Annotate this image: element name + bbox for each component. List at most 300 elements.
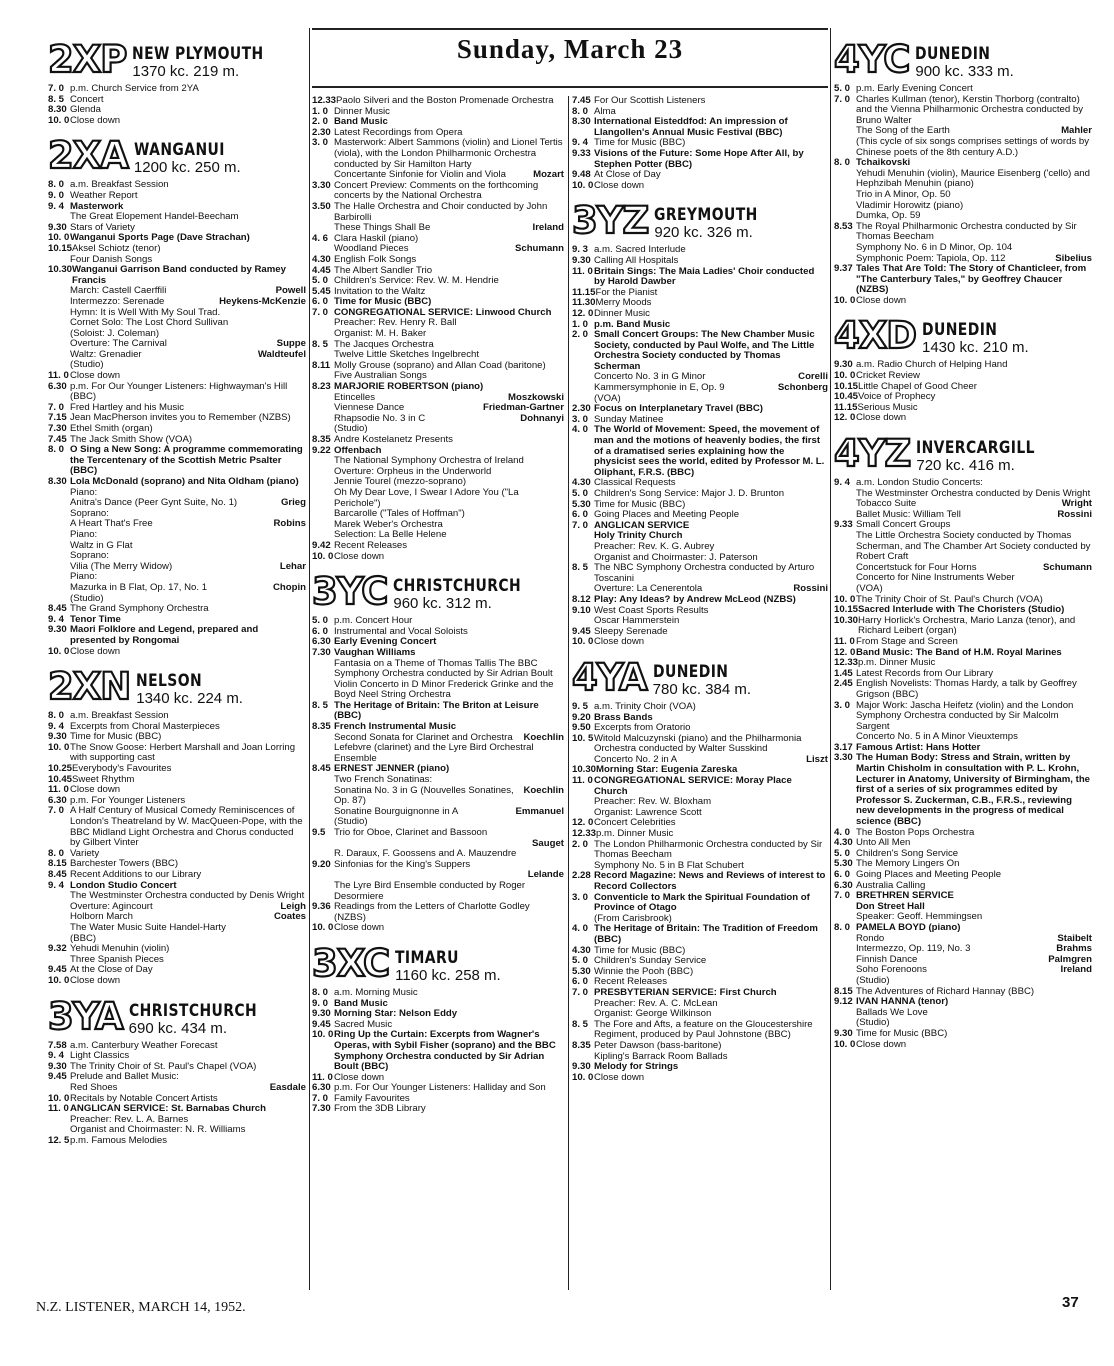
program-item <box>312 701 564 722</box>
station-info <box>132 46 292 80</box>
program-composer: Mahler <box>1061 125 1092 137</box>
program-time: 6.30 <box>48 380 67 392</box>
program-title: Sacred Music <box>334 1018 393 1030</box>
program-detail: Lefebvre (clarinet) and the Lyre Bird Orchestral Ensemble <box>334 742 534 764</box>
program-item <box>48 445 306 477</box>
program-time: 7. 0 <box>834 93 851 105</box>
program-detail: Etincelles <box>334 391 376 403</box>
program-detail: Preacher: Rev. Henry R. Ball <box>334 317 457 329</box>
program-title: Cricket Review <box>856 370 920 382</box>
program-title: Band Music: The Band of H.M. Royal Marines <box>856 646 1062 658</box>
program-title: p.m. For Our Younger Listeners: Halliday and Son <box>334 1082 546 1094</box>
station-header <box>834 312 1092 356</box>
program-title: Time for Music (BBC) <box>70 731 162 743</box>
program-detail: Cornet Solo: The Lost Chord Sullivan <box>70 317 229 329</box>
program-time: 9. 4 <box>48 879 65 891</box>
program-detail: (This cycle of six songs comprises settings of words by Chinese poets of the 8th century A.D.) <box>856 135 1089 158</box>
program-detail: The National Symphony Orchestra of Ireland <box>334 455 524 467</box>
program-time: 8.15 <box>834 985 853 997</box>
program-title: Aksel Schiotz (tenor) <box>72 242 161 254</box>
program-time: 9. 4 <box>834 477 851 489</box>
program-detail: Concertstuck for Four Horns <box>856 561 977 573</box>
station-callsign: 4YZ <box>834 432 911 476</box>
station-info <box>134 142 245 176</box>
program-title: Tchaikovski <box>856 157 911 169</box>
program-time: 6. 0 <box>572 976 589 988</box>
program-title: Close down <box>334 922 385 934</box>
program-item <box>48 976 306 987</box>
program-detail: Woodland Pieces <box>334 243 409 255</box>
program-detail: Marek Weber's Orchestra <box>334 518 443 530</box>
program-item <box>572 117 828 138</box>
program-time: 9.33 <box>834 519 853 531</box>
page-banner: Sunday, March 23 <box>456 34 684 64</box>
program-title: English Novelists: Thomas Hardy, a talk by Geoffrey Grigson (BBC) <box>856 678 1077 700</box>
program-time: 8. 0 <box>834 921 851 933</box>
program-title: Witold Malcuzynski (piano) and the Philharmonia Orchestra conducted by Walter Susskind <box>594 732 802 755</box>
station-header <box>834 36 1092 80</box>
program-detail: Ballads We Love <box>856 1006 928 1018</box>
program-time: 8. 0 <box>834 157 851 169</box>
program-time: 10. 0 <box>834 593 856 605</box>
program-title: Jean MacPherson invites you to Remember (NZBS) <box>70 412 291 424</box>
column-2 <box>312 96 564 1366</box>
program-item <box>312 541 564 552</box>
program-detail: Jennie Tourel (mezzo-soprano) <box>334 476 467 488</box>
column-4 <box>834 30 1092 1300</box>
program-detail: March: Castell Caerffili <box>70 285 167 297</box>
program-detail: Yehudi Menuhin (violin), Maurice Eisenberg ('cello) and Hephzibah Menuhin (piano) <box>856 167 1090 190</box>
station-info <box>915 46 1013 80</box>
program-title: Offenbach <box>334 444 382 456</box>
program-time: 11. 0 <box>834 635 855 647</box>
program-title: Tales That Are Told: The Story of Chanticleer, from "The Canterbury Tales," by Geoffrey Chaucer (NZBS) <box>856 263 1087 296</box>
program-title: Sunday Matinee <box>594 413 664 425</box>
program-title: Band Music <box>334 997 388 1009</box>
program-composer: Sauget <box>532 837 564 849</box>
station-header <box>48 993 306 1037</box>
program-title: Masterwork <box>70 200 124 212</box>
program-detail: Selection: La Belle Helene <box>334 529 447 541</box>
program-detail: Mazurka in B Flat, Op. 17, No. 1 <box>70 581 208 593</box>
program-time: 8.12 <box>572 593 591 605</box>
program-title: Major Work: Jascha Heifetz (violin) and the London Symphony Orchestra conducted by Sir Malcolm Sargent <box>856 699 1074 732</box>
program-title: The Adventures of Richard Hannay (BBC) <box>856 985 1035 997</box>
program-title: a.m. Radio Church of Helping Hand <box>856 359 1008 371</box>
station-name: CHRISTCHURCH <box>128 1000 257 1021</box>
station-name: WANGANUI <box>133 140 225 161</box>
program-time: 6.30 <box>312 1082 331 1094</box>
program-time: 9. 4 <box>48 1050 65 1062</box>
program-item <box>572 489 828 500</box>
program-title: Close down <box>856 412 907 424</box>
program-time: 8. 0 <box>48 847 65 859</box>
station-header <box>48 36 306 80</box>
program-title: O Sing a New Song: A programme commemorating the Tercentenary of the Scottish Metric Psalter (BBC) <box>70 444 303 477</box>
program-item <box>572 893 828 914</box>
program-title: Trio for Oboe, Clarinet and Bassoon <box>334 827 488 838</box>
program-time: 5.45 <box>312 285 331 297</box>
program-detail: (Studio) <box>334 816 368 828</box>
program-time: 7.30 <box>48 423 67 435</box>
program-title: Excerpts from Choral Masterpieces <box>70 720 220 732</box>
program-title: Close down <box>856 1038 907 1050</box>
program-title: PRESBYTERIAN SERVICE: First Church <box>594 986 777 998</box>
program-time: 11.30 <box>572 297 596 309</box>
program-time: 3. 0 <box>572 891 589 903</box>
program-title: At Close of Day <box>594 169 661 181</box>
program-title: Children's Song Service <box>856 847 959 859</box>
program-composer: Grieg <box>280 497 306 509</box>
station-frequency: 960 kc. 312 m. <box>393 595 492 613</box>
program-detail: Three Spanish Pieces <box>70 953 164 965</box>
program-title: Maori Folklore and Legend, prepared and presented by Rongomai <box>70 624 259 646</box>
program-title: Close down <box>334 1071 385 1083</box>
program-time: 2.45 <box>834 678 853 690</box>
program-composer: Mozart <box>533 169 564 181</box>
program-title: Dinner Music <box>334 105 390 117</box>
program-time: 3. 0 <box>834 699 851 711</box>
program-composer: Rossini <box>793 583 828 595</box>
program-detail: Waltz in G Flat <box>70 539 133 551</box>
program-time: 9.37 <box>834 263 853 275</box>
program-title: p.m. Band Music <box>594 318 671 330</box>
program-title: Voice of Prophecy <box>858 391 936 403</box>
program-time: 8. 5 <box>312 699 329 711</box>
program-title: Variety <box>70 847 100 859</box>
program-item <box>834 1040 1092 1051</box>
program-title: Sleepy Serenade <box>594 625 668 637</box>
program-detail: Concerto No. 2 in A <box>594 753 678 765</box>
program-title: Serious Music <box>857 401 918 413</box>
program-time: 9.30 <box>572 254 591 266</box>
program-composer: Powell <box>275 285 306 297</box>
station-info <box>128 1000 285 1037</box>
program-item <box>48 382 306 403</box>
station-frequency: 690 kc. 434 m. <box>128 1019 228 1037</box>
program-item <box>572 595 828 606</box>
program-item <box>312 648 564 659</box>
station-header <box>48 663 306 707</box>
program-title: Australia Calling <box>856 879 926 891</box>
program-title: p.m. Dinner Music <box>596 828 674 840</box>
program-item <box>834 637 1092 648</box>
station-info <box>395 947 501 984</box>
station-info <box>136 673 243 707</box>
program-detail: Dumka, Op. 59 <box>856 210 921 222</box>
program-time: 7.45 <box>48 433 67 445</box>
program-time: 10.15 <box>834 604 859 616</box>
program-title: Vaughan Williams <box>334 646 416 658</box>
program-item <box>48 743 306 764</box>
program-time: 10. 0 <box>48 114 70 126</box>
program-item <box>312 828 564 839</box>
program-title: a.m. Breakfast Session <box>70 710 169 722</box>
program-title: Charles Kullman (tenor), Kerstin Thorborg (contralto) and the Vienna Philharmonic Orchestra conducted by Bruno Walter <box>856 93 1084 126</box>
program-time: 10. 0 <box>48 974 70 986</box>
program-detail: Symphony No. 6 in D Minor, Op. 104 <box>856 241 1013 253</box>
program-title: For the Pianist <box>595 286 658 298</box>
program-time: 8. 5 <box>312 338 329 350</box>
program-item <box>572 563 828 584</box>
program-detail: Second Sonata for Clarinet and Orchestra <box>334 731 513 743</box>
program-title: p.m. Famous Melodies <box>70 1134 168 1146</box>
program-title: The Memory Lingers On <box>856 858 960 870</box>
program-time: 8. 5 <box>572 1018 589 1030</box>
program-detail: Organist and Choirmaster: J. Paterson <box>594 551 758 563</box>
program-detail: Tobacco Suite <box>856 498 917 510</box>
program-title: Close down <box>594 1071 645 1083</box>
program-title: The Fore and Afts, a feature on the Gloucestershire Regiment, produced by Paul Johnstone (BBC) <box>594 1018 813 1041</box>
program-title: Visions of the Future: Some Hope After All, by Stephen Potter (BBC) <box>594 147 804 170</box>
program-time: 5.30 <box>572 498 591 510</box>
station-callsign: 4XD <box>834 314 916 358</box>
program-detail: Vilia (The Merry Widow) <box>70 560 173 572</box>
program-item <box>312 1104 564 1115</box>
program-time: 12.33 <box>834 657 859 669</box>
program-title: a.m. Trinity Choir (VOA) <box>594 700 696 712</box>
program-title: Barchester Towers (BBC) <box>70 858 179 870</box>
program-composer: Corelli <box>798 371 828 383</box>
program-detail: (Studio) <box>856 1017 890 1029</box>
program-time: 10. 0 <box>312 1029 334 1041</box>
program-composer: Staibelt <box>1057 932 1092 944</box>
program-title: From the 3DB Library <box>334 1103 426 1115</box>
program-detail: The Water Music Suite Handel-Harty <box>70 921 226 933</box>
program-detail: Sonatina No. 3 in G (Nouvelles Sonatines, Op. 87) <box>334 784 514 807</box>
program-detail: Two French Sonatinas: <box>334 774 433 786</box>
program-title: PAMELA BOYD (piano) <box>856 921 961 933</box>
program-detail: Preacher: Rev. A. C. McLean <box>594 997 718 1009</box>
program-detail: Soho Forenoons <box>856 964 927 976</box>
program-time: 9.36 <box>312 901 331 913</box>
program-title: Time for Music (BBC) <box>594 137 686 149</box>
program-item <box>572 330 828 372</box>
program-item <box>834 679 1092 700</box>
program-item <box>572 149 828 170</box>
program-title: At the Close of Day <box>70 964 153 976</box>
program-detail: Rhapsodie No. 3 in C <box>334 412 426 424</box>
program-time: 9.30 <box>834 1027 853 1039</box>
station-header <box>572 197 828 241</box>
program-detail: Symphonic Poem: Tapiola, Op. 112 <box>856 252 1006 264</box>
program-title: Small Concert Groups <box>856 519 951 531</box>
program-time: 6. 0 <box>312 296 329 308</box>
program-detail: (From Carisbrook) <box>594 912 672 924</box>
program-item <box>312 902 564 923</box>
program-composer: Emmanuel <box>515 805 564 817</box>
program-composer: Schonberg <box>777 382 828 394</box>
program-title: Classical Requests <box>594 477 676 489</box>
program-title: The Trinity Choir of St. Paul's Church (VOA) <box>856 593 1043 605</box>
program-time: 12.33 <box>312 96 337 106</box>
program-detail: Preacher: Rev. L. A. Barnes <box>70 1113 189 1125</box>
program-title: Recitals by Notable Concert Artists <box>70 1092 218 1104</box>
program-time: 3. 0 <box>572 413 589 425</box>
program-title: Ring Up the Curtain: Excerpts from Wagner's Operas, with Sybil Fisher (soprano) and the BBC Symphony Orchestra conducted by Sir Adrian Boult (BBC) <box>334 1029 556 1073</box>
program-time: 3.17 <box>834 741 853 753</box>
program-composer: Liszt <box>806 753 828 765</box>
program-time: 5. 0 <box>572 488 589 499</box>
program-detail: Oh My Dear Love, I Swear I Adore You ("La Perichole") <box>334 486 519 509</box>
program-time: 4. 0 <box>572 424 589 436</box>
program-title: Unto All Men <box>856 837 911 849</box>
program-item <box>312 923 564 934</box>
program-time: 8.15 <box>48 858 67 870</box>
issue-footer: N.Z. LISTENER, MARCH 14, 1952. <box>36 1300 246 1315</box>
program-time: 10. 0 <box>572 636 594 648</box>
program-time: 1. 0 <box>312 105 329 117</box>
program-time: 10.45 <box>834 391 859 403</box>
program-title: Concert <box>70 93 104 105</box>
program-detail: Concerto No. 5 in A Minor Vieuxtemps <box>856 731 1018 743</box>
program-detail: Organist and Choirmaster: N. R. Williams <box>70 1124 246 1136</box>
program-title: Time for Music (BBC) <box>856 1027 948 1039</box>
program-item <box>572 425 828 478</box>
program-time: 2.30 <box>572 403 591 415</box>
program-title: French Instrumental Music <box>334 721 457 733</box>
divider <box>312 86 828 88</box>
program-title: International Eisteddfod: An impression of Llangollen's Annual Music Festival (BBC) <box>594 116 788 138</box>
program-time: 11. 0 <box>572 265 593 277</box>
program-time: 8.53 <box>834 220 853 232</box>
program-composer: Dohnanyi <box>520 412 564 424</box>
program-detail: Fantasia on a Theme of Thomas Tallis The BBC Symphony Orchestra conducted by Sir Adrian Boult <box>334 657 553 680</box>
station-info <box>916 440 1061 474</box>
program-detail: Oscar Hammerstein <box>594 615 680 627</box>
program-time: 10. 0 <box>48 741 70 753</box>
program-title: Recent Releases <box>594 976 668 988</box>
program-time: 10. 0 <box>572 179 594 191</box>
program-time: 7. 0 <box>572 519 589 531</box>
program-item <box>834 870 1092 881</box>
program-time: 9. 4 <box>48 720 65 732</box>
program-detail: Violin Concerto in D Minor Frederick Grinke and the Boyd Neel String Orchestra <box>334 678 554 701</box>
program-time: 7.30 <box>312 1103 331 1115</box>
program-time: 9.50 <box>572 722 591 734</box>
program-item <box>572 734 828 755</box>
program-detail: Intermezzo, Op. 119, No. 3 <box>856 943 971 955</box>
program-title: Sacred Interlude with The Choristers (Studio) <box>858 604 1065 616</box>
program-time: 8. 0 <box>572 105 589 117</box>
program-item <box>834 413 1092 424</box>
program-detail-row <box>312 786 564 807</box>
program-item <box>48 477 306 488</box>
station-callsign: 2XA <box>48 134 128 178</box>
program-time: 9.45 <box>312 1018 331 1030</box>
program-time: 10.15 <box>48 242 73 254</box>
program-time: 10. 0 <box>312 550 334 562</box>
program-time: 11.15 <box>834 401 858 413</box>
program-detail: Preacher: Rev. K. G. Aubrey <box>594 540 715 552</box>
station-header <box>572 654 828 698</box>
program-time: 12. 0 <box>572 817 594 829</box>
program-item <box>572 988 828 999</box>
program-item <box>572 871 828 892</box>
program-title: The Snow Goose: Herbert Marshall and Joan Lorring with supporting cast <box>70 741 296 764</box>
program-item <box>834 84 1092 95</box>
program-title: Little Chapel of Good Cheer <box>858 380 977 392</box>
program-time: 10. 0 <box>834 370 856 382</box>
program-time: 9.30 <box>48 221 67 233</box>
program-composer: Robins <box>273 518 306 530</box>
page-number: 37 <box>1062 1294 1079 1311</box>
divider <box>312 28 828 30</box>
program-time: 9.30 <box>48 624 67 636</box>
program-detail: (BBC) <box>70 932 97 944</box>
program-detail: Organist: M. H. Baker <box>334 328 427 340</box>
program-time: 6. 0 <box>312 625 329 637</box>
program-time: 2. 0 <box>572 329 589 341</box>
divider <box>568 96 569 1290</box>
program-title: Latest Recordings from Opera <box>334 126 463 138</box>
program-detail: A Heart That's Free <box>70 518 153 530</box>
station-header <box>312 940 564 984</box>
station-name: DUNEDIN <box>915 44 991 64</box>
station-name: DUNEDIN <box>921 320 998 341</box>
program-time: 9.45 <box>48 1071 67 1083</box>
program-item <box>572 267 828 288</box>
station-name: INVERCARGILL <box>916 438 1036 459</box>
program-time: 9.30 <box>48 1060 67 1072</box>
program-time: 8. 5 <box>48 93 65 105</box>
program-time: 6.30 <box>48 794 67 806</box>
program-title: Molly Grouse (soprano) and Allan Coad (baritone) <box>334 359 546 371</box>
program-title: Morning Star: Eugenia Zareska <box>596 764 738 776</box>
program-detail-row <box>48 1083 306 1094</box>
program-title: Masterwork: Albert Sammons (violin) and Lionel Tertis (viola), with the London Philharmonic Orchestra conducted by Sir Hamilton Harty <box>334 137 563 170</box>
program-item <box>312 988 564 999</box>
program-composer: Lelande <box>527 869 564 881</box>
program-item <box>48 625 306 646</box>
program-time: 9.30 <box>312 1008 331 1020</box>
program-title: Yehudi Menuhin (violin) <box>70 943 170 955</box>
program-item <box>312 255 564 266</box>
program-time: 8.45 <box>312 763 331 775</box>
program-detail-row <box>48 583 306 594</box>
program-title: Stars of Variety <box>70 221 135 233</box>
program-title: Sweet Rhythm <box>72 773 135 785</box>
program-title: Peter Dawson (bass-baritone) <box>594 1039 722 1051</box>
program-composer: Lehar <box>279 560 306 572</box>
program-composer: Waldteufel <box>257 348 306 360</box>
program-detail: Piano: <box>70 571 98 583</box>
program-title: Sinfonias for the King's Suppers <box>334 858 471 870</box>
program-time: 5.30 <box>572 965 591 977</box>
program-detail: Overture: Agincourt <box>70 900 153 912</box>
program-title: The Grand Symphony Orchestra <box>70 603 209 615</box>
program-title: Going Places and Meeting People <box>594 509 740 521</box>
program-title: The Jack Smith Show (VOA) <box>70 433 193 445</box>
program-time: 8.23 <box>312 381 331 393</box>
program-title: A Half Century of Musical Comedy Reminiscences of London's Theatreland by W. MacQueen-Pope, with the BBC Midland Light Orchestra and Chorus conducted by Gilbert Vinter <box>70 805 303 849</box>
program-time: 8.30 <box>572 116 591 128</box>
program-detail: (Soloist: J. Coleman) <box>70 327 160 339</box>
program-title: a.m. Sacred Interlude <box>594 244 686 256</box>
program-time: 9. 5 <box>572 700 589 712</box>
program-item <box>834 616 1092 637</box>
program-title: The Human Body: Stress and Strain, written by Martin Chisholm in consultation with P. L. Krohn, Lecturer in Anatomy, University of Birmingham, the first of a series of six programmes edited by Professor S. Zuckerman, C.B., F.R.S., reviewing new developments in the progress of medical science (BBC) <box>856 752 1091 828</box>
program-time: 8. 0 <box>48 444 65 456</box>
program-title: Band Music <box>334 116 388 128</box>
program-time: 9.30 <box>572 1061 591 1073</box>
program-title: Lola McDonald (soprano) and Nita Oldham (piano) <box>70 476 299 487</box>
program-time: 9.10 <box>572 604 591 616</box>
program-time: 7.58 <box>48 1039 67 1051</box>
station-callsign: 2XN <box>48 665 131 709</box>
program-item <box>834 95 1092 127</box>
program-time: 7. 0 <box>48 805 65 817</box>
